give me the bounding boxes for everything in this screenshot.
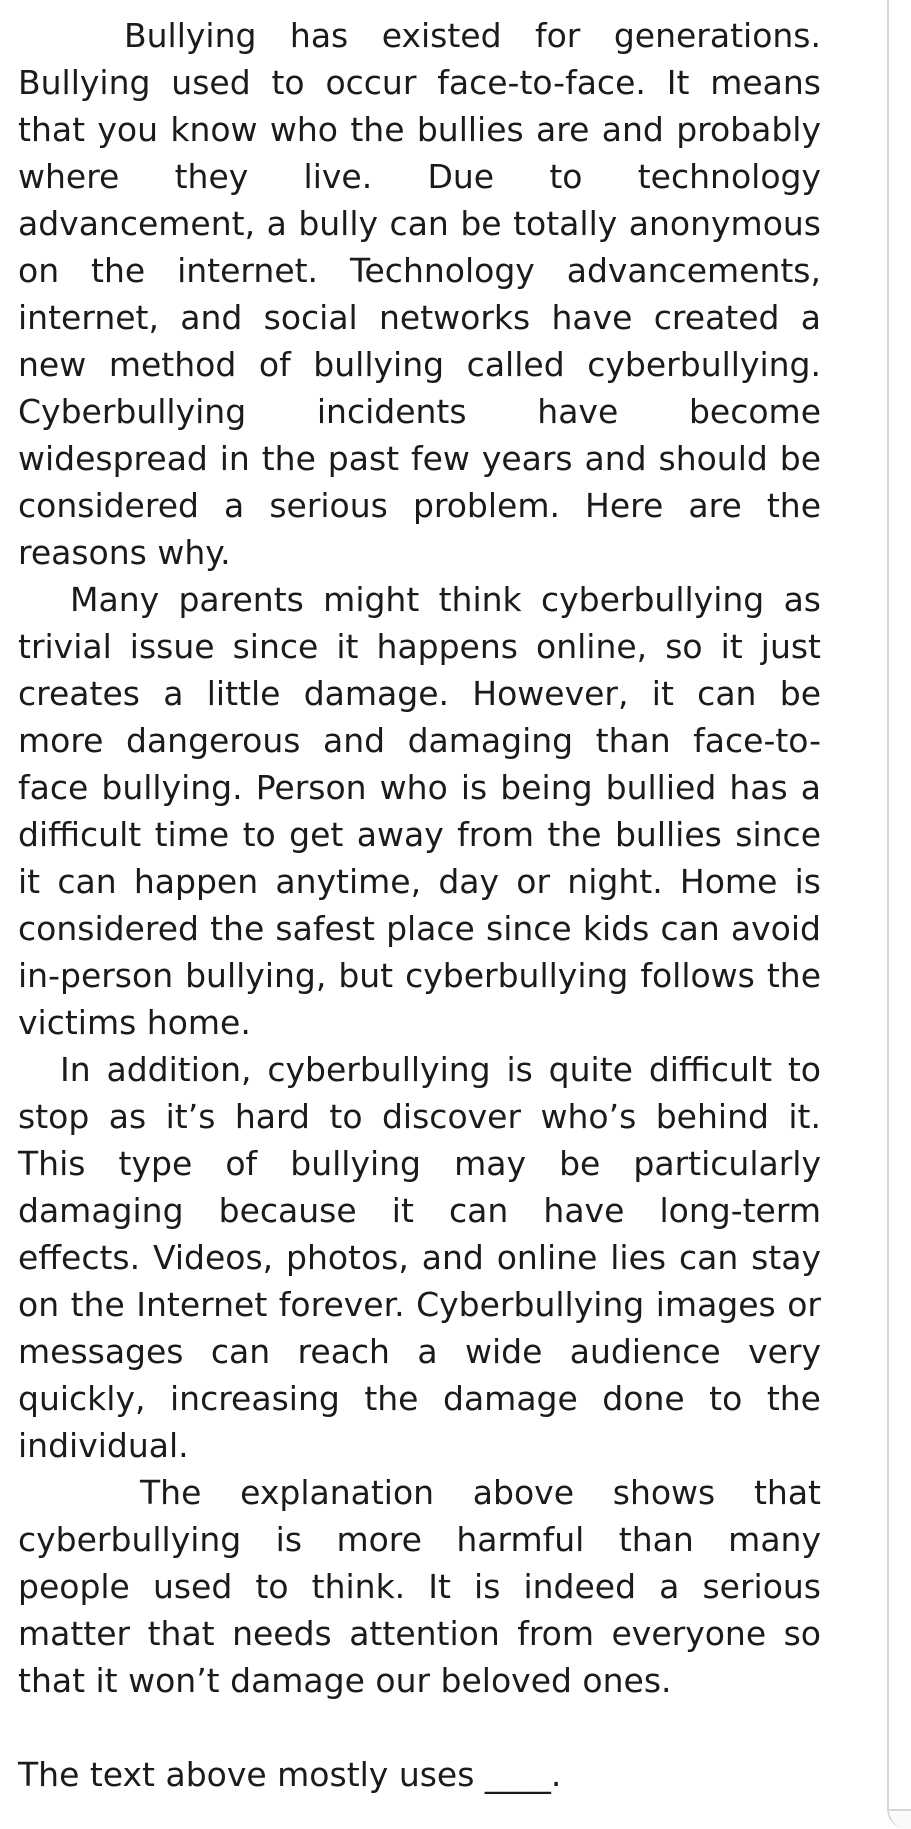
paragraph-4: The explanation above shows that cyberbullying is more harmful than many people used to think. It is indeed a serious matter that needs attention from everyone so that it won’t damage our beloved ones. — [18, 1473, 821, 1700]
paragraph-3: In addition, cyberbullying is quite difficult to stop as it’s hard to discover who’s behind it. This type of bullying may be particularly damaging because it can have long-term effects. Videos, photos, and online lies can stay on the Internet forever. Cyberbullying images or messages can reach a wide audience very quickly, increasing the damage done to the individual. — [18, 1050, 821, 1465]
paragraph-2: Many parents might think cyberbullying as trivial issue since it happens online, so it just creates a little damage. However, it can be more dangerous and damaging than face-to-face bullying. Person who is being bullied has a difficult time to get away from the bullies since it can happen anytime, day or night. Home is considered the safest place since kids can avoid in-person bullying, but cyberbullying follows the victims home. — [18, 580, 821, 1042]
card-edge-divider — [887, 0, 911, 1829]
paragraph-1: Bullying has existed for generations. Bullying used to occur face-to-face. It means that you know who the bullies are and probably where they live. Due to technology advancement, a bully can be totally anonymous on the internet. Technology advancements, internet, and social networks have created a new method of bullying called cyberbullying. Cyberbullying incidents have become widespread in the past few years and should be considered a serious problem. Here are the reasons why. — [18, 16, 821, 572]
reading-passage — [18, 12, 821, 1798]
question-prompt: The text above mostly uses ____. — [18, 1755, 562, 1794]
